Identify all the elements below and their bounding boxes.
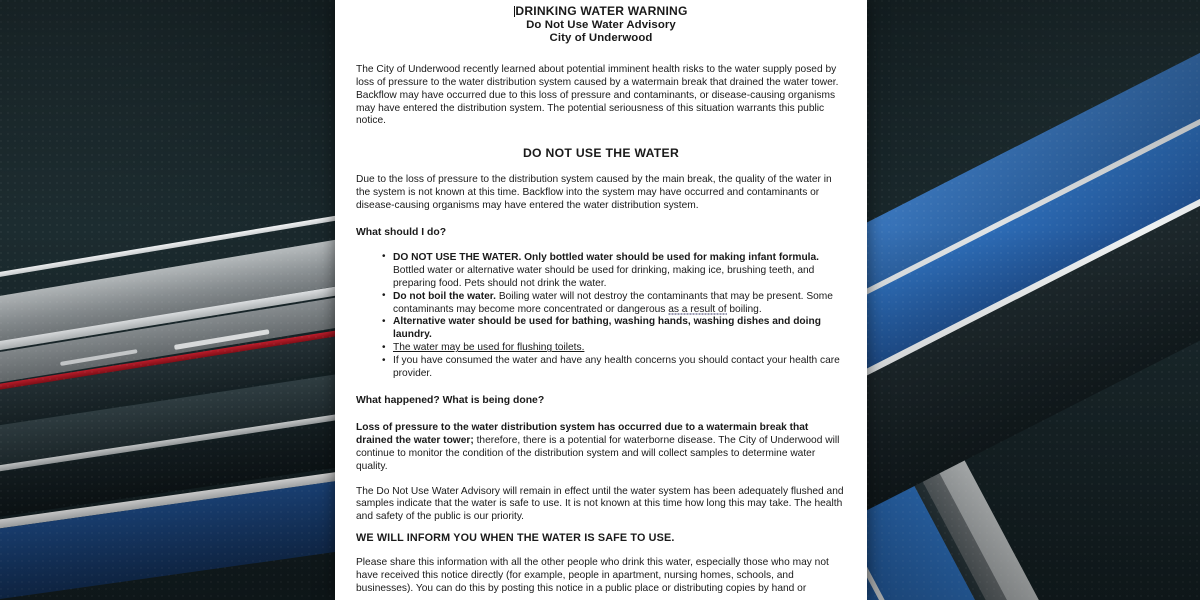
spacer: [356, 160, 846, 174]
bullet-text: Boiling water will not destroy the contaminants that may be present. Some contaminants may become more concentrated or dangerous: [393, 290, 833, 315]
list-item: [356, 316, 846, 342]
share-paragraph: Please share this information with all the other people who drink this water, especially those who may not have received this notice directly (for example, people in apartment, nursing homes, schools, and businesses). You can do this by posting this notice in a public place or distributing copies by hand or: [356, 557, 829, 594]
bullet-bold-lead: DO NOT USE THE WATER. Only bottled water should be used for making infant formula.: [393, 251, 820, 263]
document-title-line-3: City of Underwood: [549, 32, 653, 45]
what-happened-rest: therefore, there is a potential for waterborne disease. The City of Underwood will continue to monitor the condition of the distribution system and will collect samples to determine water quality.: [356, 434, 840, 472]
bullet-text-tail: boiling.: [726, 303, 762, 315]
spacer: [356, 240, 846, 252]
list-item: [356, 342, 846, 355]
list-item: [356, 355, 846, 381]
background-left-panel: [0, 0, 340, 600]
pressure-paragraph: Due to the loss of pressure to the distribution system caused by the main break, the quality of the water in the system is not known at this time. Backflow into the system may have occurred and contaminants or disease-causing organisms may have entered the water distribution system.: [356, 174, 832, 212]
list-item: [356, 252, 846, 291]
heading-what-happened: What happened? What is being done?: [356, 395, 545, 406]
spacer: [356, 381, 846, 395]
what-happened-paragraph: [356, 422, 846, 474]
spacer: [356, 545, 846, 557]
spacer: [356, 213, 846, 227]
bullet-text: Bottled water or alternative water should be used for drinking, making ice, brushing teeth, and preparing food. Pets should not drink the water.: [393, 264, 815, 289]
spacer: [356, 474, 846, 486]
what-happened-bold: Loss of pressure to the water distribution system has occurred due to a watermain break that drained the water tower;: [356, 421, 809, 446]
inform-heading: WE WILL INFORM YOU WHEN THE WATER IS SAFE TO USE.: [356, 532, 675, 545]
bullet-underlined-text: The water may be used for flushing toilets.: [393, 342, 585, 354]
spacer: [356, 128, 846, 146]
instruction-bullet-list: [356, 252, 846, 381]
heading-what-should-i-do: What should I do?: [356, 227, 447, 239]
spacer: [356, 46, 846, 64]
background-right-panel: [860, 0, 1200, 600]
spellcheck-flagged-text: as a result of: [668, 303, 727, 315]
bullet-bold-lead: Do not boil the water.: [393, 290, 497, 302]
spacer: [356, 408, 846, 422]
bullet-bold-lead: Alternative water should be used for bathing, washing hands, washing dishes and doing laundry.: [393, 316, 821, 341]
document-content: [335, 0, 867, 596]
spacer: [356, 524, 846, 532]
banner-heading: DO NOT USE THE WATER: [522, 146, 680, 161]
document-title-line-2: Do Not Use Water Advisory: [526, 18, 676, 31]
document-title-line-1: DRINKING WATER WARNING: [515, 4, 688, 18]
intro-paragraph: The City of Underwood recently learned about potential imminent health risks to the water supply posed by loss of pressure to the water distribution system caused by a watermain break that drained the water tower. Backflow may have occurred due to this loss of pressure and contaminants, or disease-causing organisms may have entered the distribution system. The potential seriousness of this situation warrants this public notice.: [356, 63, 839, 127]
document-panel[interactable]: [335, 0, 867, 600]
bullet-text: If you have consumed the water and have any health concerns you should contact your health care provider.: [393, 355, 840, 380]
advisory-paragraph: The Do Not Use Water Advisory will remain in effect until the water system has been adequately flushed and samples indicate that the water is safe to use. It is not known at this time how long this may take. The health and safety of the public is our priority.: [356, 485, 844, 523]
list-item: [356, 291, 846, 317]
